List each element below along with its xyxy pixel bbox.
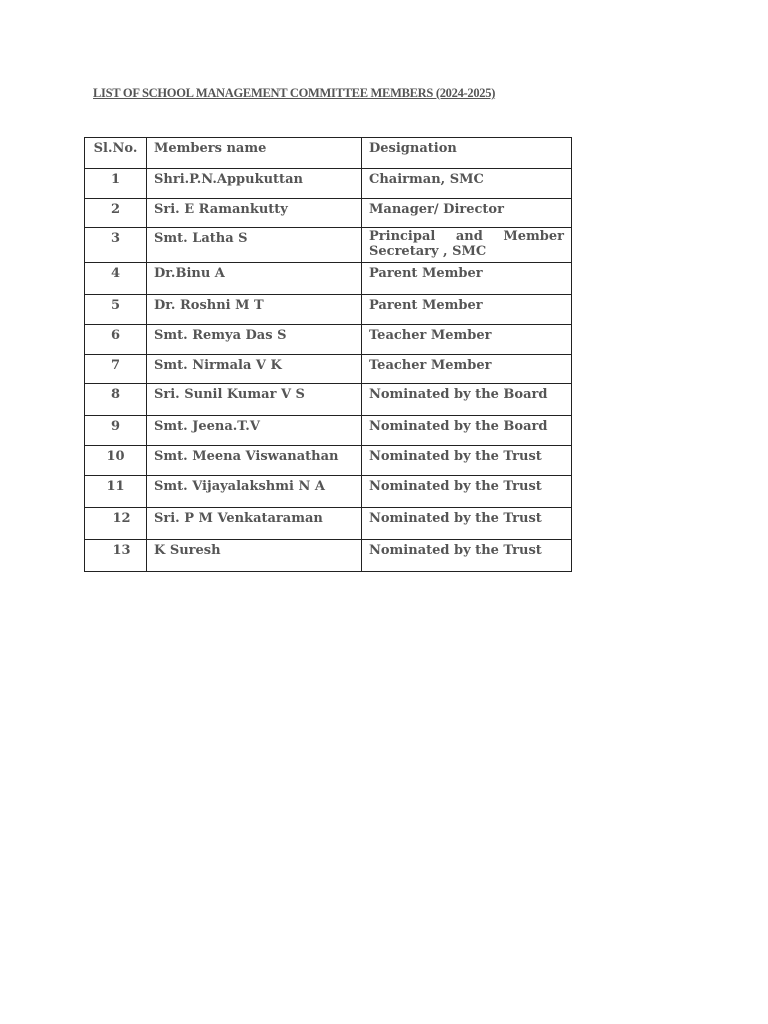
row-designation: Parent Member — [362, 295, 572, 325]
table-row — [85, 263, 572, 295]
row-member-name: Sri. Sunil Kumar V S — [147, 384, 362, 416]
row-designation: Nominated by the Trust — [362, 540, 572, 572]
row-sl-no: 13 — [85, 540, 147, 572]
table-row — [85, 199, 572, 228]
row-member-name: Dr. Roshni M T — [147, 295, 362, 325]
row-designation: Nominated by the Trust — [362, 476, 572, 508]
row-member-name: Smt. Meena Viswanathan — [147, 446, 362, 476]
row-sl-no: 9 — [85, 416, 147, 446]
table-row — [85, 476, 572, 508]
row-member-name: Sri. E Ramankutty — [147, 199, 362, 228]
row-member-name: K Suresh — [147, 540, 362, 572]
table-row — [85, 416, 572, 446]
table-row — [85, 508, 572, 540]
row-sl-no: 5 — [85, 295, 147, 325]
row-sl-no: 6 — [85, 325, 147, 355]
row-member-name: Smt. Jeena.T.V — [147, 416, 362, 446]
row-designation: Nominated by the Trust — [362, 508, 572, 540]
row-designation: Manager/ Director — [362, 199, 572, 228]
row-member-name: Smt. Vijayalakshmi N A — [147, 476, 362, 508]
header-designation: Designation — [362, 138, 572, 169]
row-designation: Nominated by the Board — [362, 416, 572, 446]
row-sl-no: 2 — [85, 199, 147, 228]
row-member-name: Shri.P.N.Appukuttan — [147, 169, 362, 199]
row-sl-no: 1 — [85, 169, 147, 199]
row-designation: Nominated by the Trust — [362, 446, 572, 476]
table-header-row — [85, 138, 572, 169]
table-row — [85, 228, 572, 263]
header-sl-no: Sl.No. — [85, 138, 147, 169]
row-member-name: Dr.Binu A — [147, 263, 362, 295]
row-designation: Teacher Member — [362, 325, 572, 355]
row-sl-no: 7 — [85, 355, 147, 384]
table-row — [85, 355, 572, 384]
members-table — [84, 137, 572, 572]
header-members-name: Members name — [147, 138, 362, 169]
designation-word: Member — [503, 229, 564, 244]
table-row — [85, 384, 572, 416]
row-designation: Chairman, SMC — [362, 169, 572, 199]
row-member-name: Smt. Nirmala V K — [147, 355, 362, 384]
table-row — [85, 446, 572, 476]
designation-word: Principal — [369, 229, 436, 244]
row-designation: Parent Member — [362, 263, 572, 295]
designation-word: and — [455, 229, 483, 244]
table-row — [85, 295, 572, 325]
row-sl-no: 12 — [85, 508, 147, 540]
row-sl-no: 10 — [85, 446, 147, 476]
row-sl-no: 3 — [85, 228, 147, 263]
row-sl-no: 8 — [85, 384, 147, 416]
table-row — [85, 540, 572, 572]
designation-line-1 — [369, 229, 564, 244]
row-sl-no: 11 — [85, 476, 147, 508]
row-sl-no: 4 — [85, 263, 147, 295]
row-member-name: Smt. Latha S — [147, 228, 362, 263]
document-title: LIST OF SCHOOL MANAGEMENT COMMITTEE MEMBERS (2024-2025) — [93, 86, 496, 100]
row-designation — [362, 228, 572, 263]
table-row — [85, 169, 572, 199]
table-row — [85, 325, 572, 355]
row-member-name: Smt. Remya Das S — [147, 325, 362, 355]
row-designation: Teacher Member — [362, 355, 572, 384]
row-designation: Nominated by the Board — [362, 384, 572, 416]
row-member-name: Sri. P M Venkataraman — [147, 508, 362, 540]
designation-line-2: Secretary , SMC — [369, 244, 487, 259]
